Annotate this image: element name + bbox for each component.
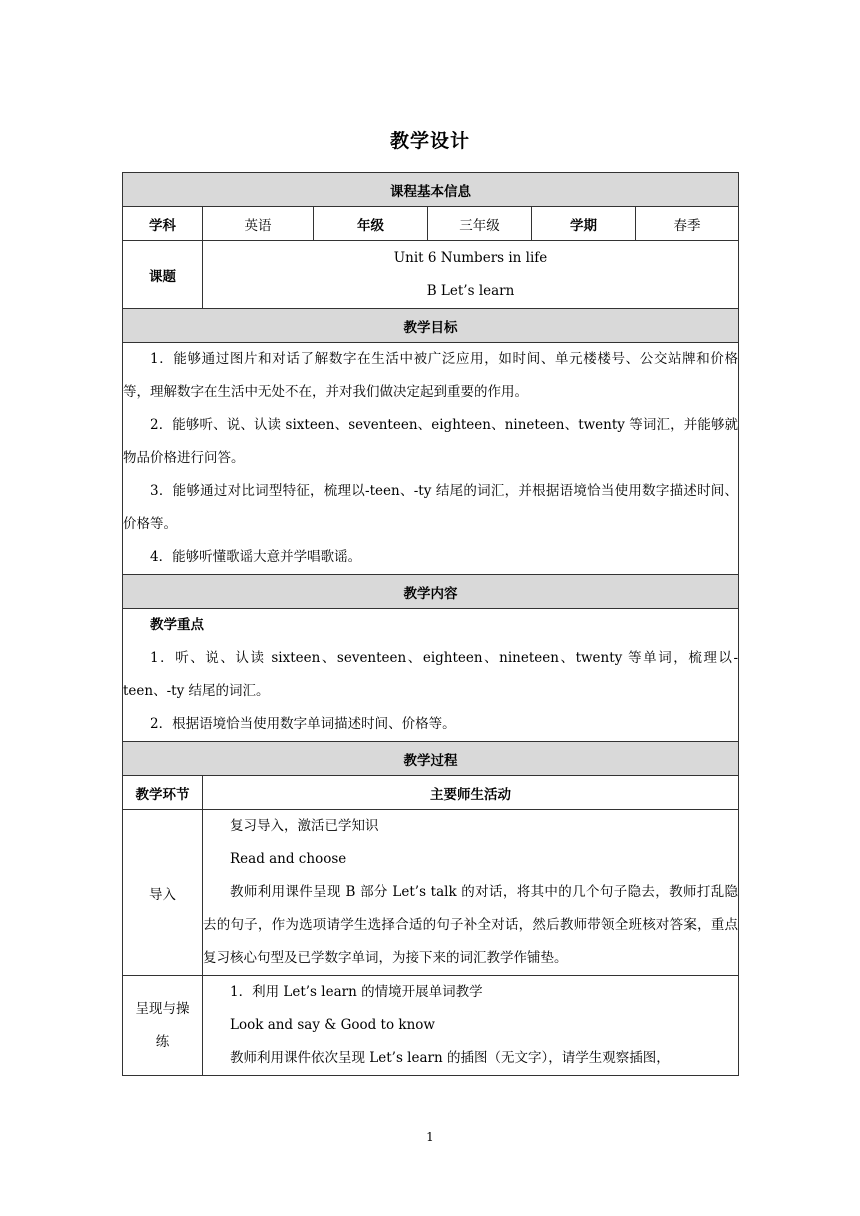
topic-line-1: Unit 6 Numbers in life xyxy=(393,249,548,266)
content-cell xyxy=(123,609,739,742)
focus-heading: 教学重点 xyxy=(150,617,204,633)
process-col-stage: 教学环节 xyxy=(123,776,203,810)
topic-line-2: B Let’s learn xyxy=(426,282,515,299)
section-header-basic-info: 课程基本信息 xyxy=(123,173,739,207)
goal-item: 3．能够通过对比词型特征，梳理以-teen、-ty 结尾的词汇，并根据语境恰当使用数字描述时间、价格等。 xyxy=(123,483,739,532)
term-label: 学期 xyxy=(532,207,636,241)
process-col-activities: 主要师生活动 xyxy=(203,776,739,810)
topic-label: 课题 xyxy=(123,241,203,309)
term-value: 春季 xyxy=(636,207,739,241)
activity-line: Look and say & Good to know xyxy=(230,1017,435,1033)
section-header-process: 教学过程 xyxy=(123,742,739,776)
goal-item: 2．能够听、说、认读 sixteen、seventeen、eighteen、nineteen、twenty 等词汇，并能够就物品价格进行问答。 xyxy=(123,417,739,466)
activity-line: 教师利用课件呈现 B 部分 Let’s talk 的对话，将其中的几个句子隐去，教师打乱隐去的句子，作为选项请学生选择合适的句子补全对话，然后教师带领全班核对答案，重点复习核心句型及已学数字单词，为接下来的词汇教学作铺垫。 xyxy=(203,884,739,966)
stage-name: 导入 xyxy=(123,810,203,976)
goal-item: 4．能够听懂歌谣大意并学唱歌谣。 xyxy=(150,549,362,565)
activity-line: Read and choose xyxy=(230,851,347,867)
subject-label: 学科 xyxy=(123,207,203,241)
stage-name: 呈现与操练 xyxy=(123,976,203,1076)
focus-item: 1．听、说、认读 sixteen、seventeen、eighteen、nineteen、twenty 等单词，梳理以-teen、-ty 结尾的词汇。 xyxy=(123,650,739,699)
page-number: 1 xyxy=(426,1130,434,1144)
activity-line: 1．利用 Let’s learn 的情境开展单词教学 xyxy=(230,984,483,1000)
topic-value xyxy=(203,241,739,309)
page-title: 教学设计 xyxy=(389,130,470,152)
lesson-plan-table xyxy=(122,172,739,1076)
section-header-goals: 教学目标 xyxy=(123,309,739,343)
grade-label: 年级 xyxy=(314,207,428,241)
subject-value: 英语 xyxy=(203,207,314,241)
goal-item: 1．能够通过图片和对话了解数字在生活中被广泛应用，如时间、单元楼楼号、公交站牌和价格等，理解数字在生活中无处不在，并对我们做决定起到重要的作用。 xyxy=(123,351,739,400)
stage-activities xyxy=(203,976,739,1076)
stage-activities xyxy=(203,810,739,976)
focus-item: 2．根据语境恰当使用数字单词描述时间、价格等。 xyxy=(150,716,456,732)
goals-cell xyxy=(123,343,739,575)
activity-line: 复习导入，激活已学知识 xyxy=(230,818,379,834)
activity-line: 教师利用课件依次呈现 Let’s learn 的插图（无文字），请学生观察插图， xyxy=(230,1050,670,1066)
grade-value: 三年级 xyxy=(428,207,532,241)
section-header-content: 教学内容 xyxy=(123,575,739,609)
